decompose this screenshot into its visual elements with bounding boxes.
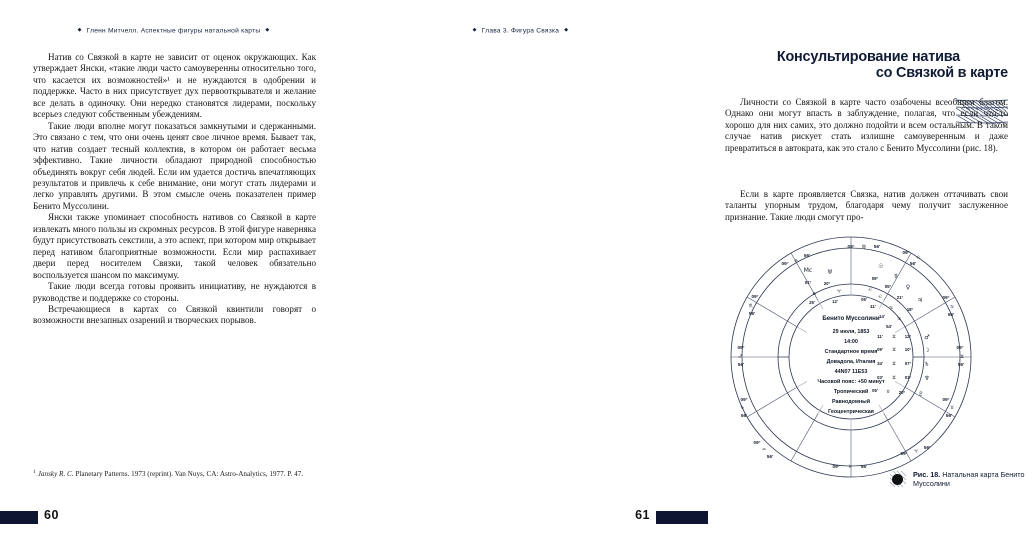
svg-text:01°: 01° (904, 375, 912, 380)
chart-line-2: Стандартное время (824, 349, 878, 355)
right-page (347, 0, 1025, 540)
footnote-text: Planetary Patterns. 1973 (reprint). Van Nuys, CA: Astro-Analytics, 1977. P. 47. (73, 470, 304, 478)
svg-text:56': 56' (766, 454, 774, 459)
paragraph: Личности со Связкой в карте часто озабочены всеобщим благом. Однако они могут впасть в заблуждение, полагая, что если что-то хорошо для них самих, это должно подойти и всем остальным. В таком случае натив рискует стать излишне самоуверенным и даже превратиться в автократа, как это стало с Бенито Муссолини (рис. 18). (725, 97, 1008, 153)
svg-text:♌: ♌ (877, 295, 883, 300)
left-running-head (0, 27, 347, 35)
svg-text:21°: 21° (896, 295, 904, 300)
svg-text:56': 56' (947, 312, 955, 317)
svg-text:♓: ♓ (847, 465, 853, 470)
svg-text:56': 56' (957, 362, 965, 367)
chart-subject-name: Бенито Муссолини (822, 315, 880, 322)
svg-text:09': 09' (877, 347, 883, 352)
svg-text:09°: 09° (751, 294, 759, 299)
svg-text:09°: 09° (942, 295, 950, 300)
bullet-icon: ◆ (472, 27, 477, 33)
bullet-icon: ◆ (77, 27, 82, 33)
cusp-label-left-lower (740, 397, 748, 418)
chart-line-1: 14:00 (844, 339, 858, 345)
svg-text:☽: ☽ (924, 347, 930, 354)
svg-text:56': 56' (945, 413, 953, 418)
chart-line-6: Тропический (833, 389, 869, 395)
right-running-head (347, 27, 694, 35)
planet-moon (877, 347, 930, 354)
chart-line-8: Геоцентрическая (828, 409, 874, 415)
page-title-line1: Консультирование натива (776, 49, 960, 65)
svg-text:♄: ♄ (924, 361, 930, 368)
paragraph: Если в карте проявляется Связка, натив должен оттачивать свои таланты упорным трудом, благодаря чему получит заслуженное признание. Такие люди смогут про- (725, 189, 1008, 222)
svg-text:11': 11' (877, 334, 883, 339)
caption-dot (892, 474, 903, 485)
svg-text:♈: ♈ (836, 290, 842, 295)
svg-text:09°: 09° (871, 276, 879, 281)
svg-text:41': 41' (870, 304, 876, 309)
paragraph: Янски также упоминает способность нативов со Связкой в карте извлекать много пользы из скромных ресурсов. В этой фигуре наверняка будут присутствовать секстили, а это аспект, при котором мир открывает перед нативом благоприятные возможности. Если мир распахивает двери перед носителем Связки, такой человек обязательно воспользуется шансом по максимуму. (33, 212, 316, 280)
figure-caption-label: Рис. 18. (913, 470, 941, 479)
svg-text:18°: 18° (906, 307, 914, 312)
paragraph: Такие люди всегда готовы проявить инициативу, не нуждаются в руководстве и поддержке со стороны. (33, 281, 316, 303)
svg-text:♋: ♋ (896, 317, 902, 322)
left-running-head-text: Гленн Митчелл. Аспектные фигуры натальной карты (86, 27, 261, 35)
svg-text:05°: 05° (884, 284, 892, 289)
caption-marker-icon (890, 471, 906, 487)
page-title-line2: со Связкой в карте (875, 65, 1008, 82)
svg-text:09°: 09° (832, 464, 840, 469)
chart-center-text (817, 315, 885, 415)
cusp-label-top-left (782, 253, 811, 266)
right-running-head-text: Глава 3. Фигура Связка (481, 27, 560, 35)
svg-text:56': 56' (873, 244, 881, 249)
svg-text:12': 12' (832, 299, 838, 304)
planet-venus (879, 284, 910, 319)
svg-text:25': 25' (809, 300, 815, 305)
cusp-label-bottom-left (754, 440, 774, 459)
svg-text:56': 56' (860, 464, 868, 469)
planet-jupiter (886, 297, 923, 329)
svg-text:♊: ♊ (959, 355, 965, 360)
svg-text:54': 54' (886, 324, 892, 329)
svg-text:♂: ♂ (924, 334, 930, 341)
svg-text:☿: ☿ (894, 273, 898, 280)
paragraph: Натив со Связкой в карте не зависит от оценок окружающих. Как утверждает Янски, «такие люди часто самоуверенны относительно того, что касается их возможностей»¹ и не нуждаются в одобрении и поддержке. Часто в них присутствует дух первооткрывателя и желание все делать в одиночку. Они нередко становятся лидерами, поскольку всерьез следуют собственным убеждениям. (33, 52, 316, 120)
svg-text:09°: 09° (781, 261, 789, 266)
svg-text:10°: 10° (904, 347, 912, 352)
paragraph: Такие люди вполне могут показаться замкнутыми и сдержанными. Это связано с тем, что они очень ценят свое личное время. Бывает так, что натив создает тесный коллектив, в котором он работает весьма эффективно. Такие личности обладают природной способностью объединять вокруг себя людей. Если им удается достичь впечатляющих результатов и привлечь к себе внимание, они могут стать лидерами и легко управлять другими. В этом смысле очень показателен пример Бенито Муссолини. (33, 120, 316, 211)
svg-text:56': 56' (740, 413, 748, 418)
figure-caption-text: Натальная карта Бенито Муссолини (913, 470, 1025, 489)
svg-text:♇: ♇ (918, 391, 924, 398)
cusp-label-right-lower (943, 397, 955, 418)
svg-text:☉: ☉ (878, 263, 884, 270)
page-title (725, 49, 1008, 82)
page-number-right: 61 (635, 508, 650, 522)
svg-text:05': 05' (872, 388, 878, 393)
svg-text:56': 56' (909, 261, 917, 266)
svg-text:♋: ♋ (949, 305, 955, 310)
chart-line-0: 29 июля, 1853 (832, 329, 870, 335)
svg-text:09°: 09° (902, 250, 910, 255)
bullet-icon: ◆ (564, 27, 569, 33)
svg-text:56': 56' (923, 445, 931, 450)
chart-line-3: Довадола, Италия (826, 359, 876, 365)
svg-text:09°: 09° (737, 345, 745, 350)
svg-text:05': 05' (861, 297, 867, 302)
svg-text:01°: 01° (804, 280, 812, 285)
cusp-label-left-upper (749, 294, 759, 316)
footnote-author: Jansky R. C. (37, 470, 74, 478)
footnote-marker: 1 (33, 468, 36, 475)
svg-text:♊: ♊ (891, 348, 897, 353)
svg-text:♐: ♐ (737, 355, 743, 360)
footnote (33, 470, 316, 479)
folio-bar-left (0, 511, 38, 524)
right-body-column-2 (725, 189, 1008, 223)
svg-text:♏: ♏ (748, 304, 754, 309)
chart-line-4: 44N07 11E53 (834, 369, 868, 375)
paragraph: Встречающиеся в картах со Связкой квинтили говорят о возможности внезапных озарений и творческих порывов. (33, 303, 316, 326)
svg-text:09°: 09° (956, 345, 964, 350)
folio-bar-right (656, 511, 708, 524)
svg-text:09°: 09° (847, 244, 855, 249)
svg-text:12°: 12° (904, 334, 912, 339)
left-page (0, 0, 347, 540)
svg-text:09°: 09° (740, 397, 748, 402)
svg-text:20°: 20° (823, 281, 831, 286)
cusp-label-bottom (833, 464, 868, 470)
svg-text:34': 34' (877, 361, 883, 366)
svg-text:♅: ♅ (827, 269, 833, 276)
cusp-label-right (957, 345, 965, 367)
svg-text:♉: ♉ (949, 406, 955, 411)
cusp-label-left (738, 345, 745, 367)
svg-text:♎: ♎ (793, 259, 799, 264)
svg-text:♌: ♌ (867, 288, 873, 293)
page-number-left: 60 (44, 508, 59, 522)
figure-caption (913, 470, 1033, 488)
svg-text:09°: 09° (942, 397, 950, 402)
svg-text:♍: ♍ (861, 245, 867, 250)
svg-text:♉: ♉ (885, 390, 891, 395)
svg-text:♊: ♊ (891, 335, 897, 340)
svg-text:♒: ♒ (761, 448, 767, 453)
svg-text:03': 03' (877, 375, 883, 380)
svg-text:♎: ♎ (811, 292, 817, 297)
bullet-icon: ◆ (265, 27, 270, 33)
svg-text:09°: 09° (753, 440, 761, 445)
svg-text:♃: ♃ (917, 297, 923, 304)
svg-text:♀: ♀ (905, 284, 911, 291)
cusp-label-top (848, 244, 881, 250)
svg-text:♆: ♆ (924, 375, 930, 382)
svg-text:♋: ♋ (888, 306, 894, 311)
chart-line-7: Равнодомный (831, 399, 871, 405)
svg-text:20°: 20° (898, 390, 906, 395)
svg-text:♊: ♊ (891, 376, 897, 381)
svg-text:14': 14' (879, 314, 885, 319)
natal-chart-svg (730, 236, 972, 478)
right-body-column (725, 97, 1008, 154)
left-body-column (33, 52, 316, 327)
natal-chart-figure (730, 236, 972, 478)
svg-text:09°: 09° (900, 451, 908, 456)
chart-line-5: Часовой пояс: +50 минут (817, 379, 885, 385)
svg-text:56': 56' (748, 311, 756, 316)
svg-text:♑: ♑ (739, 406, 745, 411)
svg-text:Mc: Mc (803, 267, 813, 274)
svg-text:56': 56' (803, 253, 811, 258)
svg-text:♈: ♈ (913, 450, 919, 455)
planet-saturn (877, 361, 930, 368)
svg-text:♌: ♌ (915, 256, 921, 261)
svg-text:07°: 07° (904, 361, 912, 366)
svg-text:♊: ♊ (891, 362, 897, 367)
svg-text:56': 56' (737, 362, 745, 367)
